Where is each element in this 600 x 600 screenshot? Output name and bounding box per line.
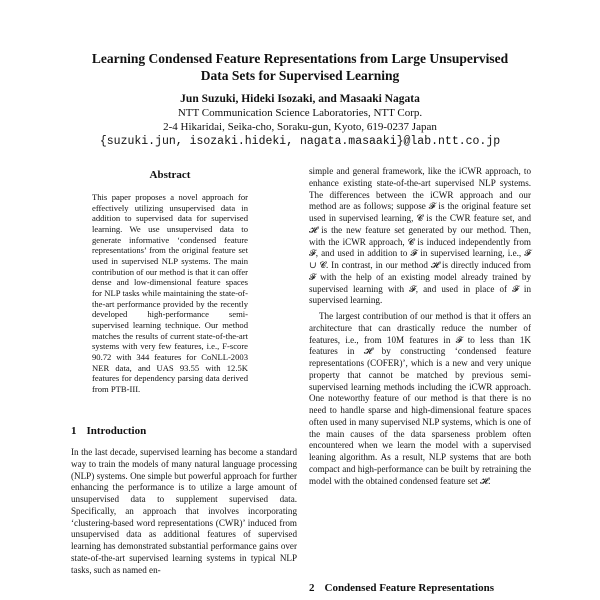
affiliation-line-2: 2-4 Hikaridai, Seika-cho, Soraku-gun, Kyoto, 619-0237 Japan <box>163 121 437 133</box>
author-emails: {suzuki.jun, isozaki.hideki, nagata.masaaki}@lab.ntt.co.jp <box>99 135 501 148</box>
section-1-heading <box>71 425 146 437</box>
right-column-paragraph-1: simple and general framework, like the iCWR approach, to enhance existing state-of-the-art supervised NLP systems. The differences between the iCWR approach and our method are as follows; suppose 𝓕 is the original feature set used in supervised learning, 𝓒 is the CWR feature set, and 𝓗 is the new feature set generated by our method. Then, with the iCWR approach, 𝓒 is induced independently from 𝓕, and used in addition to 𝓕 in supervised learning, i.e., 𝓕 ∪ 𝓒. In contrast, in our method 𝓗 is directly induced from 𝓕 with the help of an existing model already trained by supervised learning with 𝓕, and used in place of 𝓕 in supervised learning. <box>309 166 531 306</box>
section-2-number: 2 <box>309 582 315 594</box>
introduction-text: In the last decade, supervised learning has become a standard way to train the models of many natural language processing (NLP) systems. One simple but powerful approach for further enhancing the performance is to utilize a large amount of unsupervised data to supplement supervised data. Specifically, an approach that involves incorporating ‘clustering-based word representations (CWR)’ induced from unsupervised data as additional features of supervised learning has demonstrated substantial performance gains over state-of-the-art supervised learning systems in typical NLP tasks, such as named en- <box>71 447 297 575</box>
right-column <box>309 166 531 487</box>
paper-title <box>40 50 560 84</box>
section-1-title: Introduction <box>86 425 147 437</box>
abstract-text: This paper proposes a novel approach for effectively utilizing unsupervised data in addition to supervised data for supervised learning. We use unsupervised data to generate informative ‘condensed feature representations’ from the original feature set used in supervised NLP systems. The main contribution of our method is that it can offer dense and low-dimensional feature spaces for NLP tasks while maintaining the state-of-the-art performance provided by the recently developed high-performance semi-supervised learning technique. Our method matches the results of current state-of-the-art systems with very few features, i.e., F-score 90.72 with 344 features for CoNLL-2003 NER data, and UAS 93.55 with 12.5K features for dependency parsing data derived from PTB-III. <box>92 192 248 394</box>
section-2-title: Condensed Feature Representations <box>324 582 494 594</box>
abstract-heading: Abstract <box>149 169 191 181</box>
section-2-heading <box>309 582 494 594</box>
paper-title-line-2: Data Sets for Supervised Learning <box>200 68 400 83</box>
introduction-body <box>71 447 297 576</box>
right-column-paragraph-2: The largest contribution of our method is that it offers an architecture that can drastically reduce the number of features, i.e., from 10M features in 𝓕 to less than 1K features in 𝓗 by constructing ‘condensed feature representations (COFER)’, which is a new and very unique property that cannot be matched by previous semi-supervised learning methods including the iCWR approach. One noteworthy feature of our method is that there is no need to handle sparse and high-dimensional feature spaces often used in many supervised NLP systems, which is one of the main causes of the data sparseness problem often encountered when we learn the model with a supervised leaning algorithm. As a result, NLP systems that are both compact and high-performance can be built by retraining the model with the obtained condensed feature set 𝓗. <box>309 311 531 486</box>
abstract-body <box>92 192 248 394</box>
affiliation-line-1: NTT Communication Science Laboratories, NTT Corp. <box>177 107 423 119</box>
authors: Jun Suzuki, Hideki Isozaki, and Masaaki Nagata <box>180 93 420 105</box>
paper-title-line-1: Learning Condensed Feature Representations from Large Unsupervised <box>91 51 509 66</box>
section-1-number: 1 <box>71 425 77 437</box>
